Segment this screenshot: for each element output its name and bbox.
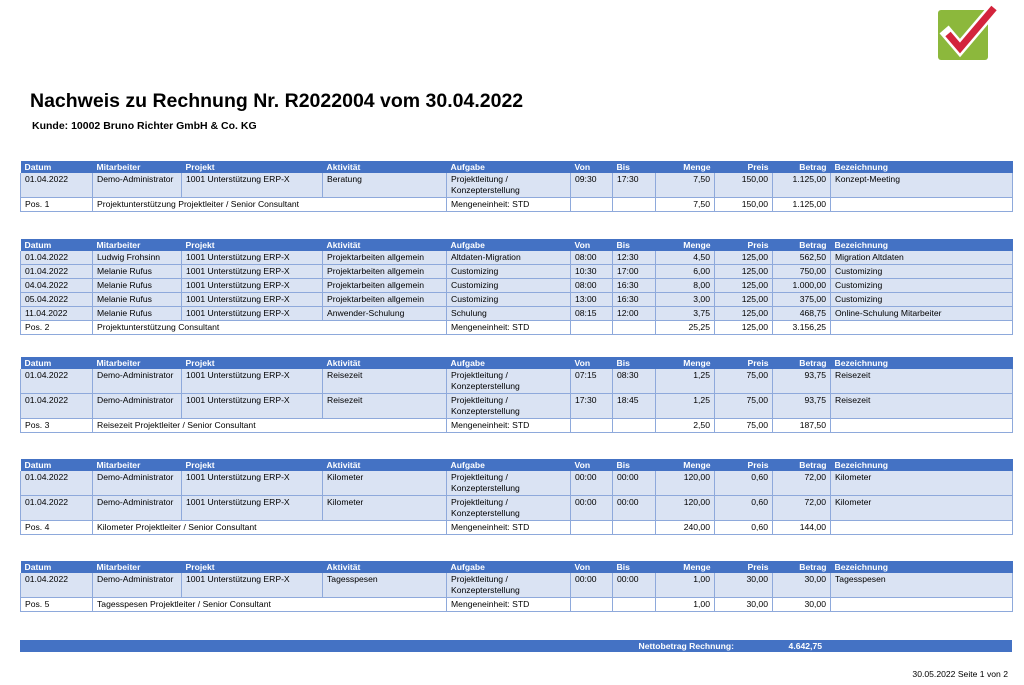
pos-label: Pos. 5 <box>21 598 93 612</box>
pos-label: Pos. 4 <box>21 521 93 535</box>
cell-projekt: 1001 Unterstützung ERP-X <box>182 265 323 279</box>
table-row <box>21 307 1013 321</box>
column-header: Menge <box>683 460 711 470</box>
cell-bezeichnung: Online-Schulung Mitarbeiter <box>831 307 1013 321</box>
position-table <box>20 161 1013 212</box>
column-header: Betrag <box>799 358 827 368</box>
column-header: Bis <box>616 358 630 368</box>
cell-bis: 08:30 <box>613 369 656 394</box>
column-header: Mitarbeiter <box>96 240 141 250</box>
cell-mitarbeiter: Melanie Rufus <box>93 265 182 279</box>
column-header: Bezeichnung <box>834 460 888 470</box>
table-row <box>21 173 1013 198</box>
pos-empty <box>831 321 1013 335</box>
cell-menge: 4,50 <box>656 251 715 265</box>
cell-preis: 125,00 <box>715 251 773 265</box>
column-header: Datum <box>24 562 52 572</box>
column-header: Menge <box>683 162 711 172</box>
pos-preis: 0,60 <box>715 521 773 535</box>
cell-menge: 8,00 <box>656 279 715 293</box>
pos-empty <box>613 419 656 433</box>
cell-preis: 150,00 <box>715 173 773 198</box>
cell-aufgabe: Projektleitung / Konzepterstellung <box>447 369 571 394</box>
pos-empty <box>613 598 656 612</box>
column-header: Bis <box>616 562 630 572</box>
column-header: Aufgabe <box>450 562 485 572</box>
position-table <box>20 459 1013 535</box>
cell-datum: 01.04.2022 <box>21 471 93 496</box>
table-row <box>21 293 1013 307</box>
cell-aufgabe: Schulung <box>447 307 571 321</box>
column-header: Betrag <box>799 162 827 172</box>
cell-aktivitaet: Projektarbeiten allgemein <box>323 265 447 279</box>
cell-bis: 16:30 <box>613 293 656 307</box>
cell-bis: 00:00 <box>613 471 656 496</box>
cell-aktivitaet: Beratung <box>323 173 447 198</box>
pos-label: Pos. 2 <box>21 321 93 335</box>
cell-von: 00:00 <box>571 471 613 496</box>
position-table-2 <box>20 239 1012 335</box>
cell-aktivitaet: Kilometer <box>323 496 447 521</box>
column-header: Von <box>574 460 591 470</box>
cell-aufgabe: Projektleitung / Konzepterstellung <box>447 173 571 198</box>
pos-preis: 30,00 <box>715 598 773 612</box>
cell-bis: 00:00 <box>613 573 656 598</box>
cell-preis: 125,00 <box>715 293 773 307</box>
cell-bezeichnung: Customizing <box>831 279 1013 293</box>
pos-betrag: 30,00 <box>773 598 831 612</box>
net-total-label: Nettobetrag Rechnung: <box>638 641 734 651</box>
pos-empty <box>571 198 613 212</box>
pos-empty <box>831 198 1013 212</box>
cell-betrag: 562,50 <box>773 251 831 265</box>
pos-menge: 25,25 <box>656 321 715 335</box>
column-header: Mitarbeiter <box>96 562 141 572</box>
pos-description: Tagesspesen Projektleiter / Senior Consultant <box>93 598 447 612</box>
pos-betrag: 3.156,25 <box>773 321 831 335</box>
pos-menge: 7,50 <box>656 198 715 212</box>
column-header: Projekt <box>185 460 215 470</box>
column-header: Preis <box>747 162 769 172</box>
cell-aufgabe: Projektleitung / Konzepterstellung <box>447 471 571 496</box>
column-header: Preis <box>747 240 769 250</box>
position-table <box>20 239 1013 335</box>
cell-mitarbeiter: Melanie Rufus <box>93 293 182 307</box>
column-header: Aufgabe <box>450 240 485 250</box>
position-table-1 <box>20 161 1012 212</box>
table-header-row <box>21 459 1013 471</box>
pos-unit: Mengeneinheit: STD <box>447 198 571 212</box>
table-row <box>21 496 1013 521</box>
cell-mitarbeiter: Melanie Rufus <box>93 307 182 321</box>
position-table-3 <box>20 357 1012 433</box>
column-header: Aufgabe <box>450 162 485 172</box>
cell-aufgabe: Customizing <box>447 293 571 307</box>
pos-unit: Mengeneinheit: STD <box>447 598 571 612</box>
cell-bezeichnung: Reisezeit <box>831 394 1013 419</box>
column-header: Bis <box>616 162 630 172</box>
column-header: Bis <box>616 460 630 470</box>
position-summary-row <box>21 419 1013 433</box>
cell-betrag: 30,00 <box>773 573 831 598</box>
cell-betrag: 468,75 <box>773 307 831 321</box>
pos-preis: 75,00 <box>715 419 773 433</box>
cell-aufgabe: Altdaten-Migration <box>447 251 571 265</box>
cell-datum: 01.04.2022 <box>21 265 93 279</box>
cell-datum: 04.04.2022 <box>21 279 93 293</box>
cell-preis: 30,00 <box>715 573 773 598</box>
cell-bis: 18:45 <box>613 394 656 419</box>
column-header: Aufgabe <box>450 460 485 470</box>
cell-projekt: 1001 Unterstützung ERP-X <box>182 293 323 307</box>
cell-projekt: 1001 Unterstützung ERP-X <box>182 369 323 394</box>
pos-empty <box>571 321 613 335</box>
cell-von: 00:00 <box>571 496 613 521</box>
column-header: Von <box>574 358 591 368</box>
cell-menge: 120,00 <box>656 471 715 496</box>
cell-menge: 7,50 <box>656 173 715 198</box>
cell-bezeichnung: Customizing <box>831 265 1013 279</box>
cell-aufgabe: Projektleitung / Konzepterstellung <box>447 496 571 521</box>
position-table-5 <box>20 561 1012 612</box>
cell-betrag: 1.125,00 <box>773 173 831 198</box>
pos-preis: 150,00 <box>715 198 773 212</box>
column-header: Betrag <box>799 240 827 250</box>
cell-bezeichnung: Tagesspesen <box>831 573 1013 598</box>
cell-von: 13:00 <box>571 293 613 307</box>
cell-betrag: 750,00 <box>773 265 831 279</box>
cell-betrag: 93,75 <box>773 369 831 394</box>
column-header: Von <box>574 562 591 572</box>
table-row <box>21 251 1013 265</box>
pos-empty <box>831 419 1013 433</box>
cell-aufgabe: Projektleitung / Konzepterstellung <box>447 394 571 419</box>
cell-bezeichnung: Kilometer <box>831 496 1013 521</box>
pos-description: Reisezeit Projektleiter / Senior Consultant <box>93 419 447 433</box>
column-header: Bis <box>616 240 630 250</box>
cell-von: 08:00 <box>571 251 613 265</box>
pos-preis: 125,00 <box>715 321 773 335</box>
cell-projekt: 1001 Unterstützung ERP-X <box>182 573 323 598</box>
pos-description: Projektunterstützung Projektleiter / Senior Consultant <box>93 198 447 212</box>
cell-menge: 3,75 <box>656 307 715 321</box>
cell-aktivitaet: Tagesspesen <box>323 573 447 598</box>
column-header: Von <box>574 162 591 172</box>
cell-aktivitaet: Anwender-Schulung <box>323 307 447 321</box>
column-header: Bezeichnung <box>834 240 888 250</box>
table-header-row <box>21 561 1013 573</box>
cell-von: 08:15 <box>571 307 613 321</box>
position-summary-row <box>21 198 1013 212</box>
column-header: Preis <box>747 460 769 470</box>
pos-empty <box>831 521 1013 535</box>
table-row <box>21 369 1013 394</box>
pos-betrag: 1.125,00 <box>773 198 831 212</box>
cell-datum: 01.04.2022 <box>21 573 93 598</box>
cell-von: 07:15 <box>571 369 613 394</box>
net-total-bar <box>20 640 1012 652</box>
column-header: Projekt <box>185 358 215 368</box>
column-header: Preis <box>747 358 769 368</box>
pos-empty <box>613 198 656 212</box>
column-header: Datum <box>24 358 52 368</box>
pos-empty <box>613 521 656 535</box>
cell-aktivitaet: Projektarbeiten allgemein <box>323 279 447 293</box>
pos-betrag: 144,00 <box>773 521 831 535</box>
cell-projekt: 1001 Unterstützung ERP-X <box>182 496 323 521</box>
column-header: Betrag <box>799 460 827 470</box>
cell-aktivitaet: Projektarbeiten allgemein <box>323 251 447 265</box>
cell-von: 00:00 <box>571 573 613 598</box>
cell-mitarbeiter: Demo-Administrator <box>93 496 182 521</box>
column-header: Datum <box>24 162 52 172</box>
cell-bezeichnung: Konzept-Meeting <box>831 173 1013 198</box>
cell-menge: 120,00 <box>656 496 715 521</box>
cell-menge: 1,25 <box>656 394 715 419</box>
table-header-row <box>21 239 1013 251</box>
cell-von: 08:00 <box>571 279 613 293</box>
column-header: Aktivität <box>326 162 361 172</box>
cell-menge: 3,00 <box>656 293 715 307</box>
position-summary-row <box>21 598 1013 612</box>
column-header: Bezeichnung <box>834 562 888 572</box>
cell-betrag: 93,75 <box>773 394 831 419</box>
cell-menge: 1,25 <box>656 369 715 394</box>
pos-description: Projektunterstützung Consultant <box>93 321 447 335</box>
net-total-value: 4.642,75 <box>788 641 822 651</box>
column-header: Menge <box>683 562 711 572</box>
cell-projekt: 1001 Unterstützung ERP-X <box>182 279 323 293</box>
column-header: Projekt <box>185 162 215 172</box>
cell-bis: 17:30 <box>613 173 656 198</box>
cell-betrag: 72,00 <box>773 471 831 496</box>
pos-empty <box>571 521 613 535</box>
cell-von: 17:30 <box>571 394 613 419</box>
column-header: Bezeichnung <box>834 358 888 368</box>
pos-empty <box>571 419 613 433</box>
pos-label: Pos. 1 <box>21 198 93 212</box>
cell-mitarbeiter: Demo-Administrator <box>93 173 182 198</box>
table-header-row <box>21 357 1013 369</box>
checkmark-logo-icon <box>938 4 998 60</box>
pos-menge: 1,00 <box>656 598 715 612</box>
cell-aktivitaet: Kilometer <box>323 471 447 496</box>
page-title: Nachweis zu Rechnung Nr. R2022004 vom 30.04.2022 <box>30 90 524 112</box>
cell-bis: 16:30 <box>613 279 656 293</box>
column-header: Datum <box>24 240 52 250</box>
cell-betrag: 375,00 <box>773 293 831 307</box>
cell-aktivitaet: Projektarbeiten allgemein <box>323 293 447 307</box>
column-header: Menge <box>683 358 711 368</box>
cell-bezeichnung: Kilometer <box>831 471 1013 496</box>
table-row <box>21 471 1013 496</box>
cell-projekt: 1001 Unterstützung ERP-X <box>182 307 323 321</box>
customer-line: Kunde: 10002 Bruno Richter GmbH & Co. KG <box>32 120 257 132</box>
cell-bis: 12:30 <box>613 251 656 265</box>
cell-aufgabe: Projektleitung / Konzepterstellung <box>447 573 571 598</box>
column-header: Preis <box>747 562 769 572</box>
cell-datum: 01.04.2022 <box>21 251 93 265</box>
position-table <box>20 561 1013 612</box>
cell-datum: 05.04.2022 <box>21 293 93 307</box>
cell-datum: 11.04.2022 <box>21 307 93 321</box>
cell-aufgabe: Customizing <box>447 279 571 293</box>
cell-projekt: 1001 Unterstützung ERP-X <box>182 471 323 496</box>
cell-menge: 1,00 <box>656 573 715 598</box>
cell-bezeichnung: Customizing <box>831 293 1013 307</box>
cell-mitarbeiter: Demo-Administrator <box>93 369 182 394</box>
pos-unit: Mengeneinheit: STD <box>447 321 571 335</box>
cell-aufgabe: Customizing <box>447 265 571 279</box>
cell-aktivitaet: Reisezeit <box>323 394 447 419</box>
column-header: Aktivität <box>326 562 361 572</box>
cell-projekt: 1001 Unterstützung ERP-X <box>182 251 323 265</box>
column-header: Mitarbeiter <box>96 162 141 172</box>
cell-bis: 17:00 <box>613 265 656 279</box>
column-header: Projekt <box>185 562 215 572</box>
column-header: Projekt <box>185 240 215 250</box>
cell-von: 09:30 <box>571 173 613 198</box>
column-header: Betrag <box>799 562 827 572</box>
cell-preis: 125,00 <box>715 307 773 321</box>
cell-preis: 125,00 <box>715 279 773 293</box>
column-header: Bezeichnung <box>834 162 888 172</box>
cell-datum: 01.04.2022 <box>21 369 93 394</box>
cell-von: 10:30 <box>571 265 613 279</box>
cell-bis: 00:00 <box>613 496 656 521</box>
cell-bezeichnung: Migration Altdaten <box>831 251 1013 265</box>
cell-mitarbeiter: Demo-Administrator <box>93 394 182 419</box>
pos-unit: Mengeneinheit: STD <box>447 521 571 535</box>
cell-bezeichnung: Reisezeit <box>831 369 1013 394</box>
column-header: Aktivität <box>326 460 361 470</box>
column-header: Datum <box>24 460 52 470</box>
cell-mitarbeiter: Demo-Administrator <box>93 573 182 598</box>
position-summary-row <box>21 521 1013 535</box>
pos-empty <box>831 598 1013 612</box>
cell-menge: 6,00 <box>656 265 715 279</box>
cell-datum: 01.04.2022 <box>21 496 93 521</box>
cell-preis: 125,00 <box>715 265 773 279</box>
table-row <box>21 265 1013 279</box>
pos-unit: Mengeneinheit: STD <box>447 419 571 433</box>
cell-preis: 0,60 <box>715 471 773 496</box>
table-header-row <box>21 161 1013 173</box>
column-header: Von <box>574 240 591 250</box>
pos-betrag: 187,50 <box>773 419 831 433</box>
cell-mitarbeiter: Ludwig Frohsinn <box>93 251 182 265</box>
pos-label: Pos. 3 <box>21 419 93 433</box>
cell-preis: 75,00 <box>715 394 773 419</box>
cell-datum: 01.04.2022 <box>21 173 93 198</box>
cell-projekt: 1001 Unterstützung ERP-X <box>182 394 323 419</box>
column-header: Aktivität <box>326 358 361 368</box>
cell-betrag: 72,00 <box>773 496 831 521</box>
pos-description: Kilometer Projektleiter / Senior Consultant <box>93 521 447 535</box>
table-row <box>21 394 1013 419</box>
pos-empty <box>571 598 613 612</box>
table-row <box>21 573 1013 598</box>
position-summary-row <box>21 321 1013 335</box>
table-row <box>21 279 1013 293</box>
position-table <box>20 357 1013 433</box>
cell-bis: 12:00 <box>613 307 656 321</box>
pos-menge: 2,50 <box>656 419 715 433</box>
cell-mitarbeiter: Demo-Administrator <box>93 471 182 496</box>
column-header: Aufgabe <box>450 358 485 368</box>
cell-preis: 0,60 <box>715 496 773 521</box>
column-header: Mitarbeiter <box>96 460 141 470</box>
cell-aktivitaet: Reisezeit <box>323 369 447 394</box>
pos-empty <box>613 321 656 335</box>
position-table-4 <box>20 459 1012 535</box>
column-header: Menge <box>683 240 711 250</box>
cell-betrag: 1.000,00 <box>773 279 831 293</box>
cell-preis: 75,00 <box>715 369 773 394</box>
pos-menge: 240,00 <box>656 521 715 535</box>
page-footer: 30.05.2022 Seite 1 von 2 <box>912 669 1008 679</box>
cell-mitarbeiter: Melanie Rufus <box>93 279 182 293</box>
column-header: Aktivität <box>326 240 361 250</box>
cell-projekt: 1001 Unterstützung ERP-X <box>182 173 323 198</box>
column-header: Mitarbeiter <box>96 358 141 368</box>
cell-datum: 01.04.2022 <box>21 394 93 419</box>
